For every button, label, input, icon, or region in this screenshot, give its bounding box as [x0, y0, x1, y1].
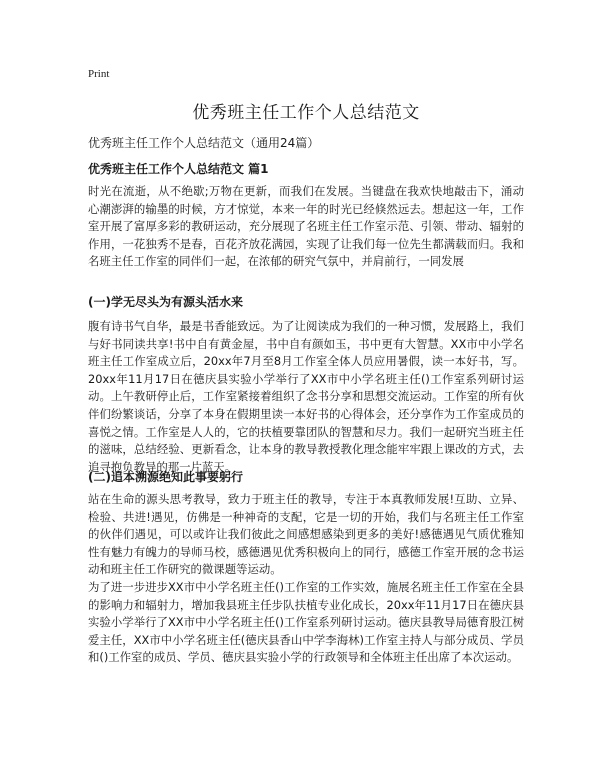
document-subtitle: 优秀班主任工作个人总结范文（通用24篇）: [88, 136, 320, 150]
section-1-paragraph: 腹有诗书气自华，最是书香能致远。为了让阅读成为我们的一种习惯，发展路上，我们与好书同读共享!书中自有黄金屋，书中自有颜如玉，书中更有大智慧。XX市中小学名班主任工作室成立后，20xx年7月至8月工作室全体人员应用暑假，读一本好书，写。20xx年11月17日在德庆县实验小学举行了XX市中小学名班主任()工作室系列研讨运动。上午教研停止后，工作室紧接着组织了念书分享和思想交流运动。工作室的所有伙伴们纷繁谈话，分享了本身在假期里读一本好书的心得体会，还分享作为工作室成员的喜悦之情。工作室是人人的，它的扶植要靠团队的智慧和尽力。我们一起研究当班主任的滋味，总结经验、更新看念，让本身的教导教授教化理念能牢牢跟上课改的方式，去追寻抱负教导的那一片蓝天。: [88, 319, 524, 474]
print-label[interactable]: Print: [88, 68, 110, 80]
section-2-paragraph-1: 站在生命的源头思考教导，致力于班主任的教导，专注于本真教师发展!互助、立异、检验、共进!遇见，仿佛是一种神奇的支配，它是一切的开始，我们与名班主任工作室的伙伴们遇见，可以或许让我们彼此之间感想感染到更多的美好!感德遇见气质优雅知性有魅力有魄力的导师马校，感德遇见优秀积极向上的同行，感德工作室开展的念书运动和班主任工作研究的微课题等运动。: [88, 492, 524, 577]
section-heading-2: (二)追本溯源绝知此事要躬行: [88, 470, 243, 484]
section-2-paragraph-2: 为了进一步进步XX市中小学名班主任()工作室的工作实效，施展名班主任工作室在全县的影响力和辐射力，增加我县班主任步队扶植专业化成长，20xx年11月17日在德庆县实验小学举行了XX市中小学名班主任()工作室系列研讨运动。德庆县教导局德育股江树爱主任，XX市中小学名班主任(德庆县香山中学李海林)工作室主持人与部分成员、学员和()工作室的成员、学员、德庆县实验小学的行政领导和全体班主任出席了本次运动。: [88, 580, 524, 665]
intro-paragraph: 时光在流逝，从不绝歇;万物在更新，而我们在发展。当键盘在我欢快地敲击下，涌动心潮澎湃的输墨的时候，方才惊觉，本来一年的时光已经倏然远去。想起这一年，工作室开展了富厚多彩的教研运动，充分展现了名班主任工作室示范、引领、带动、辐射的作用，一花独秀不是春，百花齐放花满园，实现了让我们每一位先生都满载而归。我和名班主任工作室的同伴们一起，在浓郁的研究气氛中，并肩前行，一同发展: [88, 184, 524, 269]
document-title: 优秀班主任工作个人总结范文: [192, 103, 420, 123]
article-heading: 优秀班主任工作个人总结范文 篇1: [88, 162, 269, 176]
section-heading-1: (一)学无尽头为有源头活水来: [88, 295, 243, 309]
